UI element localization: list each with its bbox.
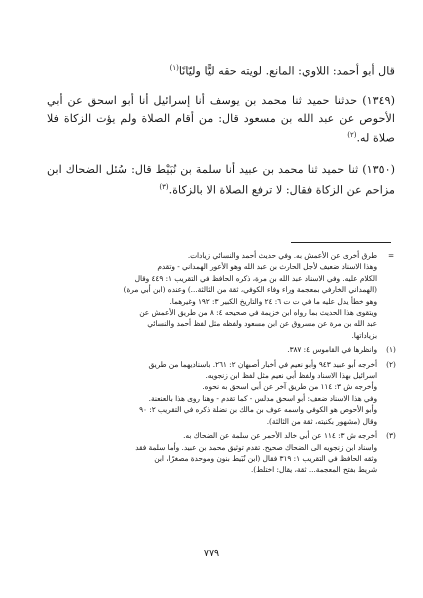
footnote-line: وأخرجه ش ٣: ١١٤ من طريق آخر عن أبي اسحق به نحوه. (202, 382, 377, 392)
footnote-continued (65, 250, 401, 341)
footnote-line: عبد الله بن مرة عن مسروق عن ابن مسعود ولفظه مثل لفظ أحمد والنسائي (147, 319, 377, 329)
footnote-line: بزياداتها. (351, 330, 377, 340)
footnote-line: شريط بفتح المعجمة... ثقة، يقال: اختلط). (250, 465, 377, 475)
footnotes (65, 250, 401, 479)
footnote-line: طرق أخرى عن الأعمش به. وفي حديث أحمد والنسائي زيادات. (187, 251, 377, 260)
footnote-ref: (٢) (347, 131, 357, 140)
footnote-line: ويتقوى هذا الحديث بما رواه ابن خزيمة في صحيحه ٤: ٨ من طريق الأعمش عن (139, 308, 377, 318)
paragraph-1349: (١٣٤٩) حدثنا حميد ثنا محمد بن يوسف أنا إسرائيل أنا أبو اسحق عن أبي الأحوص عن عبد الله بن مسعود قال: من أقام الصلاة ولم يؤت الزكاة فلا صلاة له.$^{(٢)}$ (47, 94, 395, 145)
footnote-line: وانظرها في القاموس ٤: ٣٨٧. (287, 345, 377, 355)
footnote-line: وهو خطأ يدل عليه ما في ت ت ٦: ٢٤ والتاريخ الكبير ٣: ١٩٢ وغيرهما. (169, 296, 377, 306)
footnote-2 (65, 359, 401, 427)
footnote-marker: (٢) (386, 359, 396, 369)
main-text (47, 60, 395, 213)
footnote-line: أخرجه أبو عبيد ٩٤٣ وأبو نعيم في أخبار أصبهان ٢: ٢٦١. باسناديهما من طريق (148, 359, 377, 369)
footnote-line: وقال (مشهور بكنيته، ثقة من الثالثة). (266, 416, 377, 426)
footnote-line: وأبو الأحوص هو الكوفي واسمه عوف بن مالك بن نضلة ذكره في التقريب ٢: ٩٠ (139, 405, 377, 415)
footnote-line: الكلام عليه. وفي الاسناد عبد الله بن مرة، ذكره الحافظ في التقريب ١: ٤٤٩ وقال (134, 273, 377, 283)
page-number: ٧٧٩ (203, 548, 220, 559)
footnote-line: (الهمداني الخارفي بمعجمة وراء وفاء الكوفي، ثقة من الثالثة...) وعنده (ابن أبي مرة) (123, 285, 377, 295)
footnote-line: وفي هذا الاسناد ضعف: أبو اسحق مدلس - كما تقدم - وهنا روى هذا بالعنعنة. (148, 393, 377, 403)
footnote-marker: (٣) (386, 431, 396, 441)
footnote-line: أخرجه ش ٣: ١١٤ عن أبي خالد الأحمر عن سلمة عن الضحاك به. (183, 431, 377, 441)
footnote-line: اسرائيل بهذا الاسناد ولفظ أبي نعيم مثل لفظ ابن زنجويه. (205, 371, 377, 381)
paragraph-1350: (١٣٥٠) ثنا حميد ثنا محمد بن عبيد أنا سلمة بن نُبَيْط قال: سُئل الضحاك ابن مزاحم عن الزكاة فقال: لا ترفع الصلاة الا بالزكاة.$^{(٣)}$ (47, 163, 395, 197)
footnote-ref: (١) (169, 64, 179, 72)
footnote-line: وثقه الحافظ في التقريب ١: ٣١٩ فقال (ابن نُبَيط بنون وموحدة مصغرًا، ابن (154, 453, 377, 463)
footnote-marker: (١) (386, 345, 396, 355)
paragraph-1: قال أبو أحمد: اللاوي: المانع. لويته حقه ليًّا وليّانًا$^{(١)}$ (169, 64, 395, 78)
footnote-ref: (٣) (159, 182, 169, 191)
footnote-divider (291, 242, 391, 243)
footnote-line: وهذا الاسناد ضعيف لأجل الحارث بن عبد الله وهو الأعور الهمداني - وتقدم (157, 262, 377, 272)
footnote-3 (65, 430, 401, 476)
footnote-marker: = (387, 251, 395, 260)
footnote-1 (65, 344, 401, 355)
footnote-line: واسناد ابن زنجويه الى الضحاك صحيح. تقدم توثيق محمد بن عبيد. وأما سلمة فقد (135, 442, 377, 452)
